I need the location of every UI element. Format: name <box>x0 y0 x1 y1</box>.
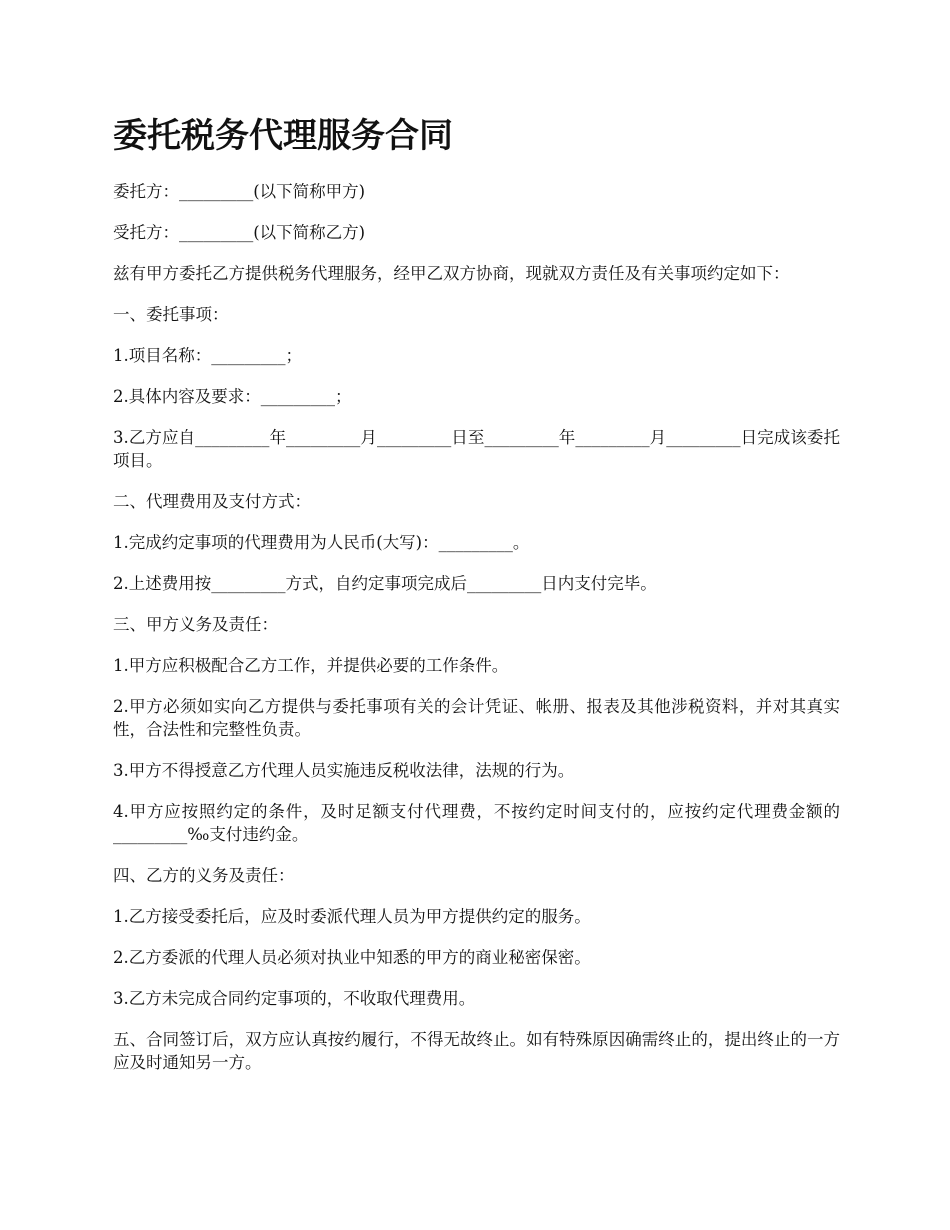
clause-1-2: 2.具体内容及要求：_________； <box>113 387 352 406</box>
clause-1-3: 3.乙方应自_________年_________月_________日至_________年_________月_________日完成该委托项目。 <box>113 428 840 470</box>
clause-1-1: 1.项目名称：_________； <box>113 346 302 365</box>
clause-2-2: 2.上述费用按_________方式，自约定事项完成后_________日内支付完毕。 <box>113 574 657 593</box>
clause-3-1: 1.甲方应积极配合乙方工作，并提供必要的工作条件。 <box>113 656 509 675</box>
party-a-line: 委托方：_________(以下简称甲方) <box>113 182 366 201</box>
section-heading-1: 一、委托事项： <box>113 305 229 324</box>
clause-4-1: 1.乙方接受委托后，应及时委派代理人员为甲方提供约定的服务。 <box>113 907 591 926</box>
clause-3-4: 4.甲方应按照约定的条件，及时足额支付代理费，不按约定时间支付的，应按约定代理费金额的_________‰支付违约金。 <box>113 802 840 844</box>
clause-4-2: 2.乙方委派的代理人员必须对执业中知悉的甲方的商业秘密保密。 <box>113 948 591 967</box>
clause-2-1: 1.完成约定事项的代理费用为人民币(大写)：_________。 <box>113 533 530 552</box>
section-5: 五、合同签订后，双方应认真按约履行，不得无故终止。如有特殊原因确需终止的，提出终止的一方应及时通知另一方。 <box>113 1030 840 1072</box>
document-page <box>113 112 840 1092</box>
section-heading-2: 二、代理费用及支付方式： <box>113 492 311 511</box>
document-title: 委托税务代理服务合同 <box>113 116 453 156</box>
clause-4-3: 3.乙方未完成合同约定事项的，不收取代理费用。 <box>113 989 476 1008</box>
section-heading-4: 四、乙方的义务及责任： <box>113 866 295 885</box>
section-heading-3: 三、甲方义务及责任： <box>113 615 278 634</box>
preamble: 兹有甲方委托乙方提供税务代理服务，经甲乙双方协商，现就双方责任及有关事项约定如下： <box>113 264 790 283</box>
party-b-line: 受托方：_________(以下简称乙方) <box>113 223 366 242</box>
clause-3-2: 2.甲方必须如实向乙方提供与委托事项有关的会计凭证、帐册、报表及其他涉税资料，并对其真实性，合法性和完整性负责。 <box>113 697 840 739</box>
clause-3-3: 3.甲方不得授意乙方代理人员实施违反税收法律，法规的行为。 <box>113 761 575 780</box>
